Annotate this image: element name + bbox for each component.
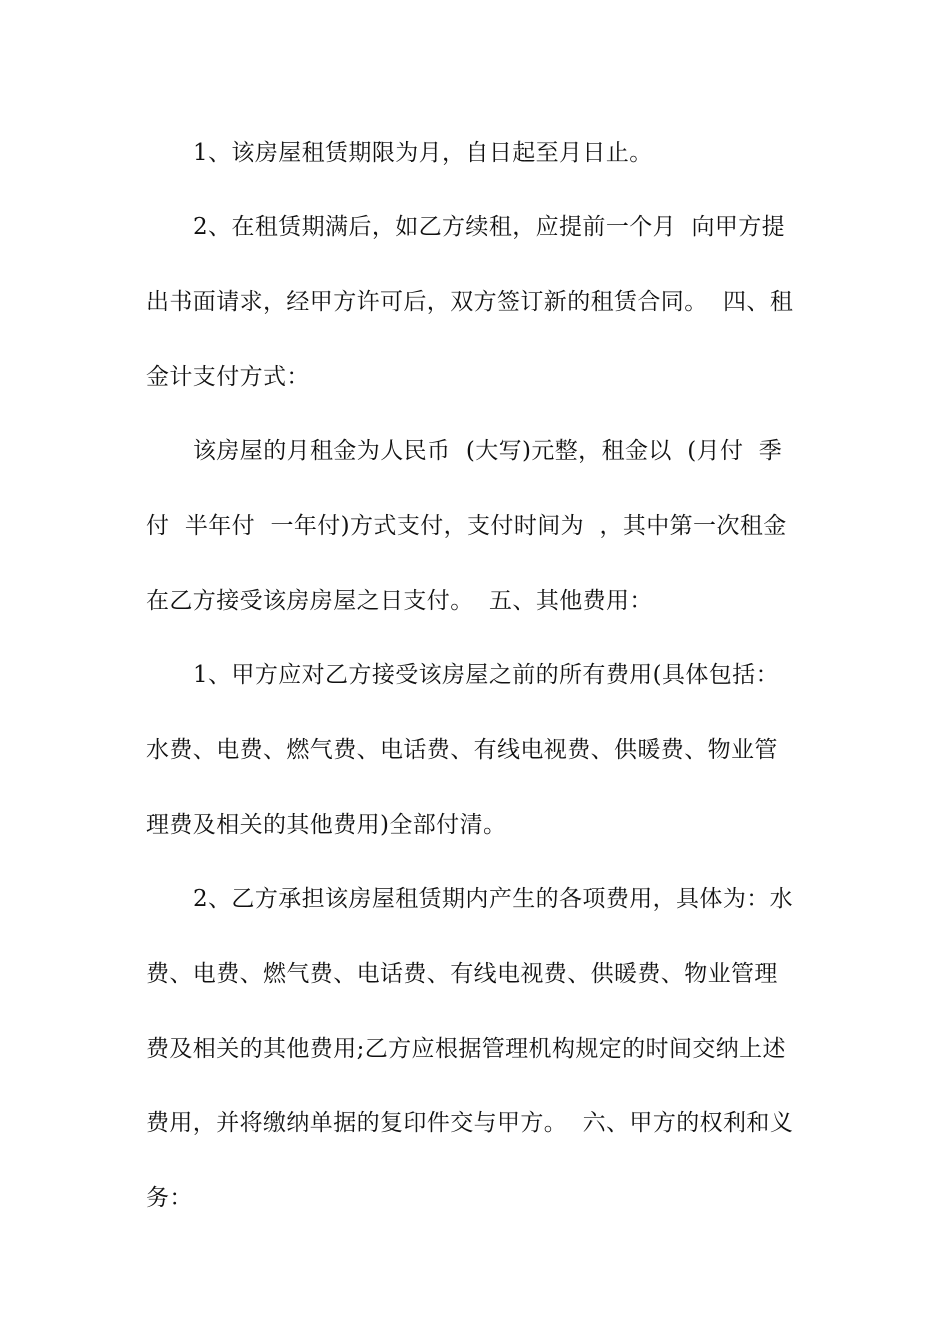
paragraph-line: 该房屋的月租金为人民币 (大写)元整，租金以 (月付 季	[193, 438, 783, 464]
paragraph-line: 费、电费、燃气费、电话费、有线电视费、供暖费、物业管理	[146, 961, 778, 987]
paragraph-line: 理费及相关的其他费用)全部付清。	[146, 812, 507, 838]
paragraph-line: 出书面请求，经甲方许可后，双方签订新的租赁合同。 四、租	[146, 289, 794, 315]
paragraph-line: 2、乙方承担该房屋租赁期内产生的各项费用，具体为：水	[193, 886, 794, 912]
paragraph-line: 2、在租赁期满后，如乙方续租，应提前一个月 向甲方提	[193, 214, 786, 240]
paragraph-line: 费及相关的其他费用;乙方应根据管理机构规定的时间交纳上述	[146, 1036, 786, 1062]
paragraph-line: 1、甲方应对乙方接受该房屋之前的所有费用(具体包括：	[193, 662, 780, 688]
paragraph-line: 付 半年付 一年付)方式支付，支付时间为 ，其中第一次租金	[146, 513, 787, 539]
paragraph-line: 金计支付方式：	[146, 364, 310, 390]
paragraph-line: 在乙方接受该房房屋之日支付。 五、其他费用：	[146, 588, 653, 614]
paragraph-line: 1、该房屋租赁期限为月，自日起至月日止。	[193, 140, 653, 166]
paragraph-line: 费用，并将缴纳单据的复印件交与甲方。 六、甲方的权利和义	[146, 1110, 794, 1136]
paragraph-line: 务：	[146, 1185, 193, 1211]
paragraph-line: 水费、电费、燃气费、电话费、有线电视费、供暖费、物业管	[146, 737, 778, 763]
